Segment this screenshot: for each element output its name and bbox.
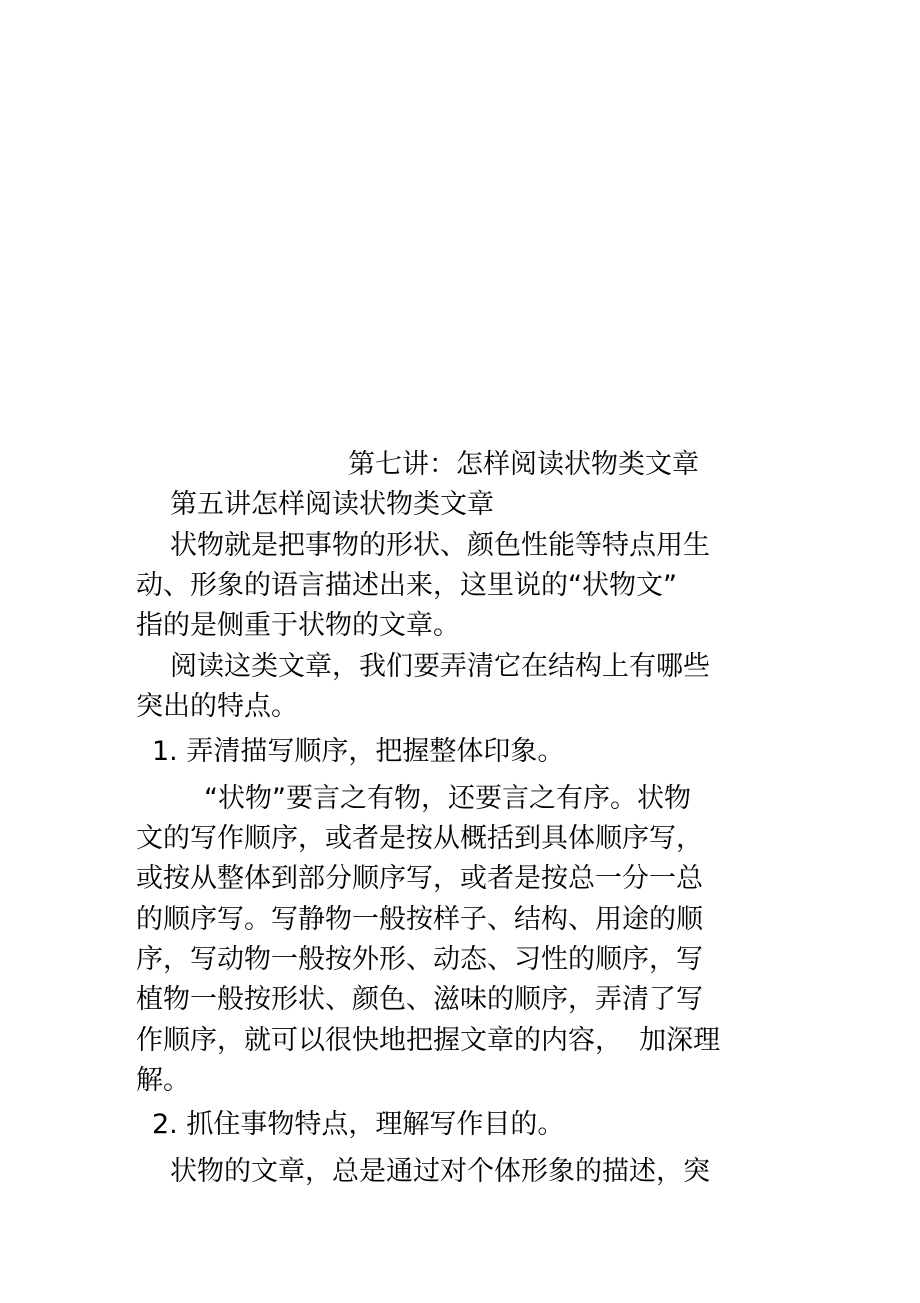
intro-line-1: 状物就是把事物的形状、颜色性能等特点用生 bbox=[170, 530, 710, 561]
reading-line-2: 突出的特点。 bbox=[136, 691, 298, 722]
section1-line-1: “状物”要言之有物，还要言之有序。状物 bbox=[204, 783, 691, 814]
section2-line-1: 状物的文章，总是通过对个体形象的描述，突 bbox=[170, 1156, 710, 1187]
section1-line-7: 作顺序，就可以很快地把握文章的内容， 加深理 bbox=[136, 1025, 721, 1056]
reading-line-1: 阅读这类文章，我们要弄清它在结构上有哪些 bbox=[170, 651, 710, 682]
section1-heading: 1. 弄清描写顺序，把握整体印象。 bbox=[152, 736, 565, 767]
section1-line-4: 的顺序写。写静物一般按样子、结构、用途的顺 bbox=[136, 904, 703, 935]
section1-line-8: 解。 bbox=[136, 1065, 190, 1096]
document-header-title: 第七讲：怎样阅读状物类文章 bbox=[348, 449, 699, 480]
section2-heading: 2. 抓住事物特点，理解写作目的。 bbox=[152, 1109, 565, 1140]
section1-line-5: 序，写动物一般按外形、动态、习性的顺序，写 bbox=[136, 944, 703, 975]
section1-line-2: 文的写作顺序，或者是按从概括到具体顺序写， bbox=[136, 823, 703, 854]
intro-line-2: 动、形象的语言描述出来，这里说的“状物文” bbox=[136, 570, 677, 601]
intro-line-3: 指的是侧重于状物的文章。 bbox=[136, 610, 460, 641]
section1-line-6: 植物一般按形状、颜色、滋味的顺序，弄清了写 bbox=[136, 984, 703, 1015]
section1-line-3: 或按从整体到部分顺序写，或者是按总一分一总 bbox=[136, 863, 703, 894]
document-subtitle: 第五讲怎样阅读状物类文章 bbox=[170, 489, 494, 520]
